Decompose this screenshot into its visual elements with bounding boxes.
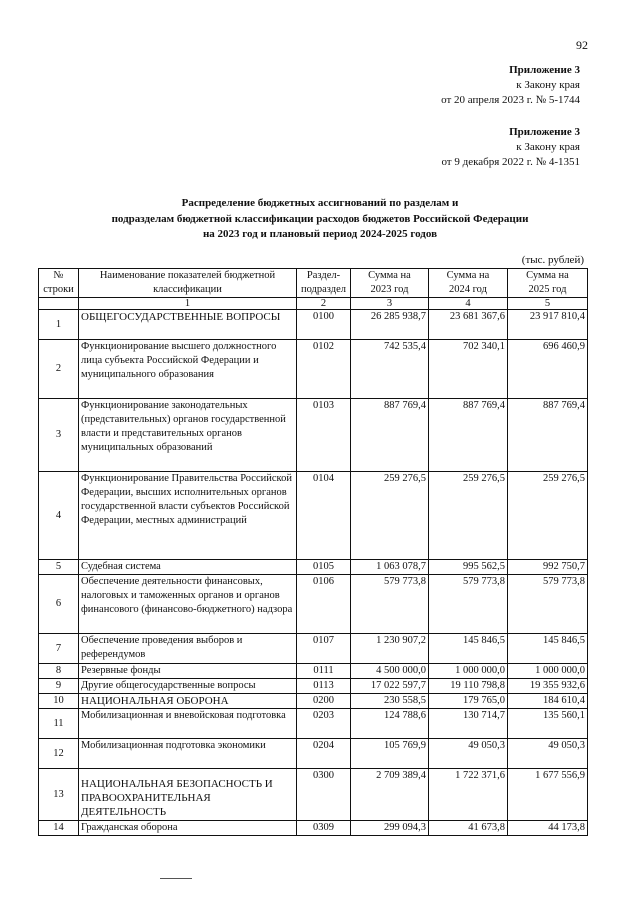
row-sum-2023: 124 788,6 [351, 709, 429, 739]
table-row [39, 472, 588, 560]
appendix-law-line: к Закону края [516, 141, 580, 153]
row-sum-2024: 23 681 367,6 [429, 310, 508, 340]
row-code: 0113 [297, 679, 351, 694]
column-number: 5 [508, 298, 588, 310]
row-name: Гражданская оборона [79, 821, 297, 836]
appendix-date-line: от 9 декабря 2022 г. № 4-1351 [441, 156, 580, 168]
row-name: НАЦИОНАЛЬНАЯ ОБОРОНА [79, 694, 297, 709]
table-row [39, 679, 588, 694]
row-sum-2023: 1 063 078,7 [351, 560, 429, 575]
row-number: 2 [39, 340, 79, 399]
appendix-title: Приложение 3 [509, 126, 580, 138]
page-number: 92 [576, 38, 588, 52]
header-sum-2025: Сумма на 2025 год [508, 269, 588, 298]
row-name: Функционирование высшего должностного лица субъекта Российской Федерации и муниципального образования [79, 340, 297, 399]
row-number: 5 [39, 560, 79, 575]
row-number: 3 [39, 399, 79, 472]
table-row [39, 769, 588, 821]
row-sum-2023: 4 500 000,0 [351, 664, 429, 679]
row-number: 4 [39, 472, 79, 560]
row-sum-2025: 1 677 556,9 [508, 769, 588, 821]
column-number: 1 [79, 298, 297, 310]
row-code: 0203 [297, 709, 351, 739]
title-line-2: подразделам бюджетной классификации расходов бюджетов Российской Федерации [111, 212, 529, 225]
row-sum-2024: 1 722 371,6 [429, 769, 508, 821]
row-sum-2023: 26 285 938,7 [351, 310, 429, 340]
row-sum-2024: 702 340,1 [429, 340, 508, 399]
row-sum-2024: 145 846,5 [429, 634, 508, 664]
table-row [39, 310, 588, 340]
appendix-date-line: от 20 апреля 2023 г. № 5-1744 [441, 94, 580, 106]
column-number-blank [39, 298, 79, 310]
header-name: Наименование показателей бюджетной классификации [79, 269, 297, 298]
row-sum-2025: 992 750,7 [508, 560, 588, 575]
table-row [39, 340, 588, 399]
table-header-row [39, 269, 588, 298]
title-line-1: Распределение бюджетных ассигнований по разделам и [181, 197, 459, 209]
row-code: 0300 [297, 769, 351, 821]
appendix-original [441, 125, 580, 170]
row-sum-2025: 135 560,1 [508, 709, 588, 739]
row-code: 0103 [297, 399, 351, 472]
row-number: 10 [39, 694, 79, 709]
row-sum-2025: 145 846,5 [508, 634, 588, 664]
row-sum-2023: 1 230 907,2 [351, 634, 429, 664]
row-name: Обеспечение проведения выборов и референдумов [79, 634, 297, 664]
row-code: 0104 [297, 472, 351, 560]
row-sum-2024: 179 765,0 [429, 694, 508, 709]
row-sum-2024: 259 276,5 [429, 472, 508, 560]
table-row [39, 694, 588, 709]
row-name: Функционирование Правительства Российской Федерации, высших исполнительных органов государственной власти субъектов Российской Федерации, местных администраций [79, 472, 297, 560]
table-row [39, 634, 588, 664]
table-row [39, 709, 588, 739]
row-sum-2023: 230 558,5 [351, 694, 429, 709]
table-row [39, 821, 588, 836]
row-sum-2024: 41 673,8 [429, 821, 508, 836]
column-number: 2 [297, 298, 351, 310]
header-sum-2024: Сумма на 2024 год [429, 269, 508, 298]
row-sum-2023: 105 769,9 [351, 739, 429, 769]
row-sum-2025: 184 610,4 [508, 694, 588, 709]
table-row [39, 664, 588, 679]
row-code: 0107 [297, 634, 351, 664]
row-sum-2025: 44 173,8 [508, 821, 588, 836]
row-number: 1 [39, 310, 79, 340]
table-row [39, 399, 588, 472]
row-number: 9 [39, 679, 79, 694]
row-sum-2024: 579 773,8 [429, 575, 508, 634]
row-name: Мобилизационная и вневойсковая подготовка [79, 709, 297, 739]
row-name: Функционирование законодательных (представительных) органов государственной власти и представительных органов муниципальных образований [79, 399, 297, 472]
row-sum-2025: 887 769,4 [508, 399, 588, 472]
row-number: 8 [39, 664, 79, 679]
row-sum-2025: 579 773,8 [508, 575, 588, 634]
row-number: 12 [39, 739, 79, 769]
row-sum-2025: 49 050,3 [508, 739, 588, 769]
table-row [39, 575, 588, 634]
row-sum-2023: 742 535,4 [351, 340, 429, 399]
row-number: 11 [39, 709, 79, 739]
document-title [60, 196, 580, 243]
header-section-code: Раздел- подраздел [297, 269, 351, 298]
row-sum-2023: 259 276,5 [351, 472, 429, 560]
row-sum-2023: 887 769,4 [351, 399, 429, 472]
row-name: Резервные фонды [79, 664, 297, 679]
row-name: НАЦИОНАЛЬНАЯ БЕЗОПАСНОСТЬ И ПРАВООХРАНИТЕЛЬНАЯ ДЕЯТЕЛЬНОСТЬ [79, 769, 297, 821]
row-sum-2025: 19 355 932,6 [508, 679, 588, 694]
footer-divider [160, 878, 192, 879]
title-line-3: на 2023 год и плановый период 2024-2025 годов [202, 228, 438, 240]
row-code: 0100 [297, 310, 351, 340]
row-name: Судебная система [79, 560, 297, 575]
row-code: 0204 [297, 739, 351, 769]
appendix-title: Приложение 3 [509, 64, 580, 76]
table-row [39, 560, 588, 575]
row-code: 0102 [297, 340, 351, 399]
row-sum-2023: 579 773,8 [351, 575, 429, 634]
row-code: 0111 [297, 664, 351, 679]
row-sum-2025: 696 460,9 [508, 340, 588, 399]
row-sum-2024: 995 562,5 [429, 560, 508, 575]
row-sum-2024: 1 000 000,0 [429, 664, 508, 679]
row-sum-2025: 23 917 810,4 [508, 310, 588, 340]
row-name: Другие общегосударственные вопросы [79, 679, 297, 694]
row-code: 0200 [297, 694, 351, 709]
units-label: (тыс. рублей) [521, 254, 584, 266]
row-number: 6 [39, 575, 79, 634]
row-sum-2023: 299 094,3 [351, 821, 429, 836]
row-name: ОБЩЕГОСУДАРСТВЕННЫЕ ВОПРОСЫ [79, 310, 297, 340]
row-code: 0309 [297, 821, 351, 836]
column-number: 3 [351, 298, 429, 310]
row-sum-2024: 130 714,7 [429, 709, 508, 739]
row-name: Обеспечение деятельности финансовых, налоговых и таможенных органов и органов финансового (финансово-бюджетного) надзора [79, 575, 297, 634]
column-number-row [39, 298, 588, 310]
row-sum-2025: 259 276,5 [508, 472, 588, 560]
table-row [39, 739, 588, 769]
row-sum-2024: 49 050,3 [429, 739, 508, 769]
column-number: 4 [429, 298, 508, 310]
row-sum-2023: 2 709 389,4 [351, 769, 429, 821]
row-sum-2024: 19 110 798,8 [429, 679, 508, 694]
appendix-current [441, 63, 580, 108]
header-row-number: № строки [39, 269, 79, 298]
budget-table [38, 268, 588, 836]
row-code: 0105 [297, 560, 351, 575]
row-number: 13 [39, 769, 79, 821]
row-number: 14 [39, 821, 79, 836]
appendix-law-line: к Закону края [516, 79, 580, 91]
row-sum-2024: 887 769,4 [429, 399, 508, 472]
row-name: Мобилизационная подготовка экономики [79, 739, 297, 769]
row-code: 0106 [297, 575, 351, 634]
row-sum-2023: 17 022 597,7 [351, 679, 429, 694]
row-number: 7 [39, 634, 79, 664]
header-sum-2023: Сумма на 2023 год [351, 269, 429, 298]
row-sum-2025: 1 000 000,0 [508, 664, 588, 679]
